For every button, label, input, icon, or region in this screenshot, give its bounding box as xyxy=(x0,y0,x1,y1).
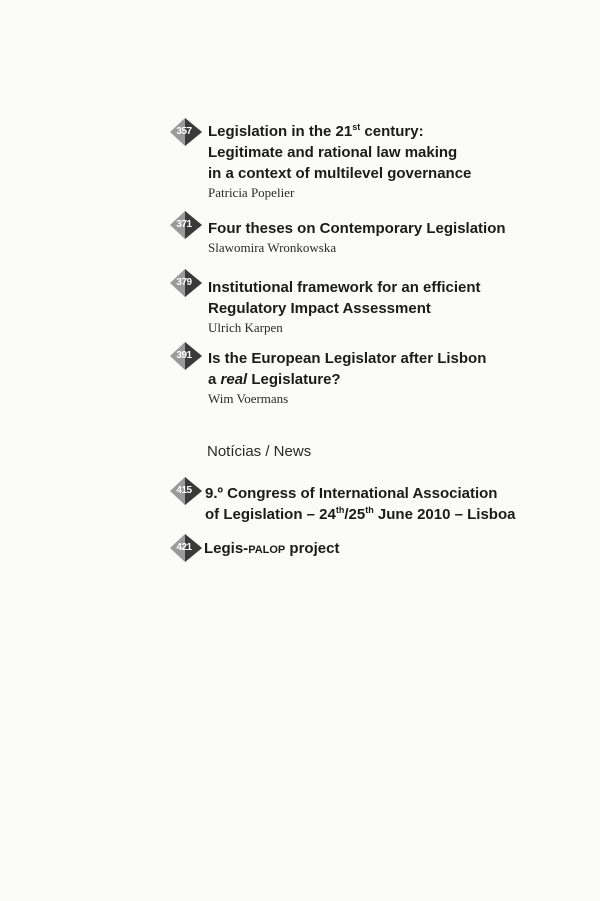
page-number: 391 xyxy=(176,350,192,361)
page-number: 415 xyxy=(176,485,192,496)
page-number: 421 xyxy=(176,542,192,553)
page-number-badge xyxy=(166,268,206,298)
entry-title-line: Legislation in the 21st century: xyxy=(208,122,424,140)
page-number: 379 xyxy=(176,277,192,288)
entry-author: Patricia Popelier xyxy=(208,185,295,200)
entry-title-line: Four theses on Contemporary Legislation xyxy=(208,220,506,237)
page-number-badge xyxy=(166,476,206,506)
page-number-badge xyxy=(166,533,206,563)
entry-title-line: in a context of multilevel governance xyxy=(208,165,472,182)
entry-title-line: Regulatory Impact Assessment xyxy=(208,300,431,317)
entry-author: Ulrich Karpen xyxy=(208,320,283,335)
page-number-badge xyxy=(166,210,206,240)
entry-author: Slawomira Wronkowska xyxy=(208,240,337,255)
section-heading-news: Notícias / News xyxy=(207,443,312,460)
page-number-badge xyxy=(166,117,206,147)
entry-title-line: of Legislation – 24th/25th June 2010 – Lisboa xyxy=(205,505,516,523)
entry-title-line: Institutional framework for an efficient xyxy=(208,279,481,296)
page-number-badge xyxy=(166,341,206,371)
entry-title-line: Legis-PALOP project xyxy=(204,540,340,557)
entry-title-line: Is the European Legislator after Lisbon xyxy=(208,350,487,367)
entry-author: Wim Voermans xyxy=(208,391,289,406)
page-number: 371 xyxy=(176,219,192,230)
entry-title-line: 9.º Congress of International Association xyxy=(205,485,498,502)
entry-title-line: Legitimate and rational law making xyxy=(208,144,458,161)
entry-title-line: a real Legislature? xyxy=(208,371,341,388)
page-number: 357 xyxy=(176,126,192,137)
